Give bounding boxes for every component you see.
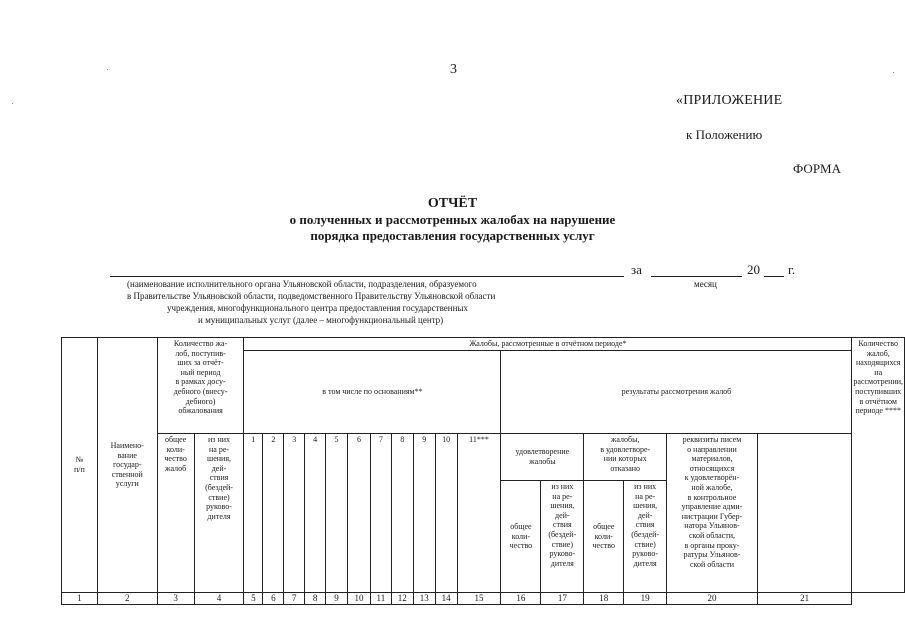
header-pending-complaints: Количество жалоб, находящихся на рассмотрении, поступивших в отчётном периоде **** (852, 338, 905, 593)
ground-number: 9 (413, 434, 435, 593)
column-number: 13 (413, 593, 435, 605)
column-number: 3 (157, 593, 194, 605)
ground-number: 3 (284, 434, 305, 593)
month-caption: месяц (694, 279, 717, 289)
header-received-complaints: Количество жа- лоб, поступив- ших за отчёт- ный период в рамках досу- дебного (внесу- дебного) обжалования (157, 338, 244, 434)
organization-caption-line-2: в Правительстве Ульяновской области, подведомственного Правительству Ульяновской области (127, 291, 496, 301)
column-number: 4 (194, 593, 244, 605)
header-satisfied: удовлетворение жалобы (501, 434, 584, 481)
column-number: 7 (284, 593, 305, 605)
ground-number: 8 (391, 434, 413, 593)
ground-number: 1 (244, 434, 263, 593)
header-received-of-head: из них на ре- шения, дей- ствия (бездей- ствие) руково- дителя (194, 434, 244, 593)
column-number: 15 (457, 593, 501, 605)
column-number: 16 (501, 593, 541, 605)
organization-fill-line (110, 276, 624, 277)
ground-number: 7 (370, 434, 391, 593)
organization-caption-line-4: и муниципальных услуг (далее – многофункциональный центр) (198, 315, 444, 325)
header-considered-complaints: Жалобы, рассмотренные в отчётном периоде* (244, 338, 852, 351)
column-number: 10 (348, 593, 371, 605)
column-number: 17 (541, 593, 584, 605)
column-number: 20 (667, 593, 758, 605)
column-number: 19 (624, 593, 667, 605)
header-results: результаты рассмотрения жалоб (501, 351, 852, 434)
column-number: 21 (757, 593, 852, 605)
header-refused: жалобы, в удовлетворе- нии которых отказано (584, 434, 667, 481)
report-subtitle (0, 212, 905, 244)
scan-speck (12, 103, 13, 104)
header-received-total: общее коли- чество жалоб (157, 434, 194, 593)
column-number: 8 (305, 593, 326, 605)
report-subtitle-line-1: о полученных и рассмотренных жалобах на нарушение (289, 212, 616, 227)
year-fill-line (764, 276, 784, 277)
header-satisfied-total: общее коли- чество (501, 481, 541, 593)
column-number: 12 (391, 593, 413, 605)
header-grounds: в том числе по основаниям** (244, 351, 501, 434)
form-label: ФОРМА (793, 161, 841, 176)
header-row-number: № п/п (62, 338, 98, 593)
year-suffix: г. (788, 262, 796, 277)
ground-number: 4 (305, 434, 326, 593)
report-title: ОТЧЁТ (427, 196, 478, 211)
ground-number: 2 (263, 434, 284, 593)
column-number: 18 (584, 593, 624, 605)
column-number: 14 (435, 593, 457, 605)
header-letters-details: реквизиты писем о направлении материалов, относящихся к удовлетворён- ной жалобе, в контрольное управление адми- нистрации Губер- натора Ульянов- ской области, в органы проку- ратуры Ульянов- ской области (667, 434, 758, 593)
month-fill-line (651, 276, 742, 277)
report-table (61, 337, 905, 605)
column-number: 9 (326, 593, 348, 605)
period-za-label: за (631, 262, 642, 277)
appendix-title: «ПРИЛОЖЕНИЕ (676, 93, 783, 108)
column-number: 5 (244, 593, 263, 605)
header-refused-total: общее коли- чество (584, 481, 624, 593)
ground-number: 5 (326, 434, 348, 593)
report-subtitle-line-2: порядка предоставления государственных услуг (310, 228, 595, 243)
year-prefix: 20 (747, 262, 760, 277)
ground-number: 6 (348, 434, 371, 593)
column-number: 2 (97, 593, 157, 605)
scan-speck (893, 72, 894, 73)
scan-speck (107, 69, 108, 70)
header-refused-of-head: из них на ре- шения, дей- ствия (бездей- ствие) руково- дителя (624, 481, 667, 593)
ground-number: 11*** (457, 434, 501, 593)
page-number: 3 (450, 62, 457, 77)
organization-caption-line-3: учреждения, многофункционального центра предоставления государственных (167, 303, 468, 313)
header-service-name: Наимено- вание государ- ственной услуги (97, 338, 157, 593)
ground-number: 10 (435, 434, 457, 593)
appendix-reference: к Положению (686, 127, 763, 142)
column-number: 11 (370, 593, 391, 605)
organization-caption-line-1: (наименование исполнительного органа Ульяновской области, подразделения, образуемого (127, 279, 477, 289)
column-number: 6 (263, 593, 284, 605)
header-satisfied-of-head: из них на ре- шения, дей- ствия (бездей- ствие) руково- дителя (541, 481, 584, 593)
column-number: 1 (62, 593, 98, 605)
